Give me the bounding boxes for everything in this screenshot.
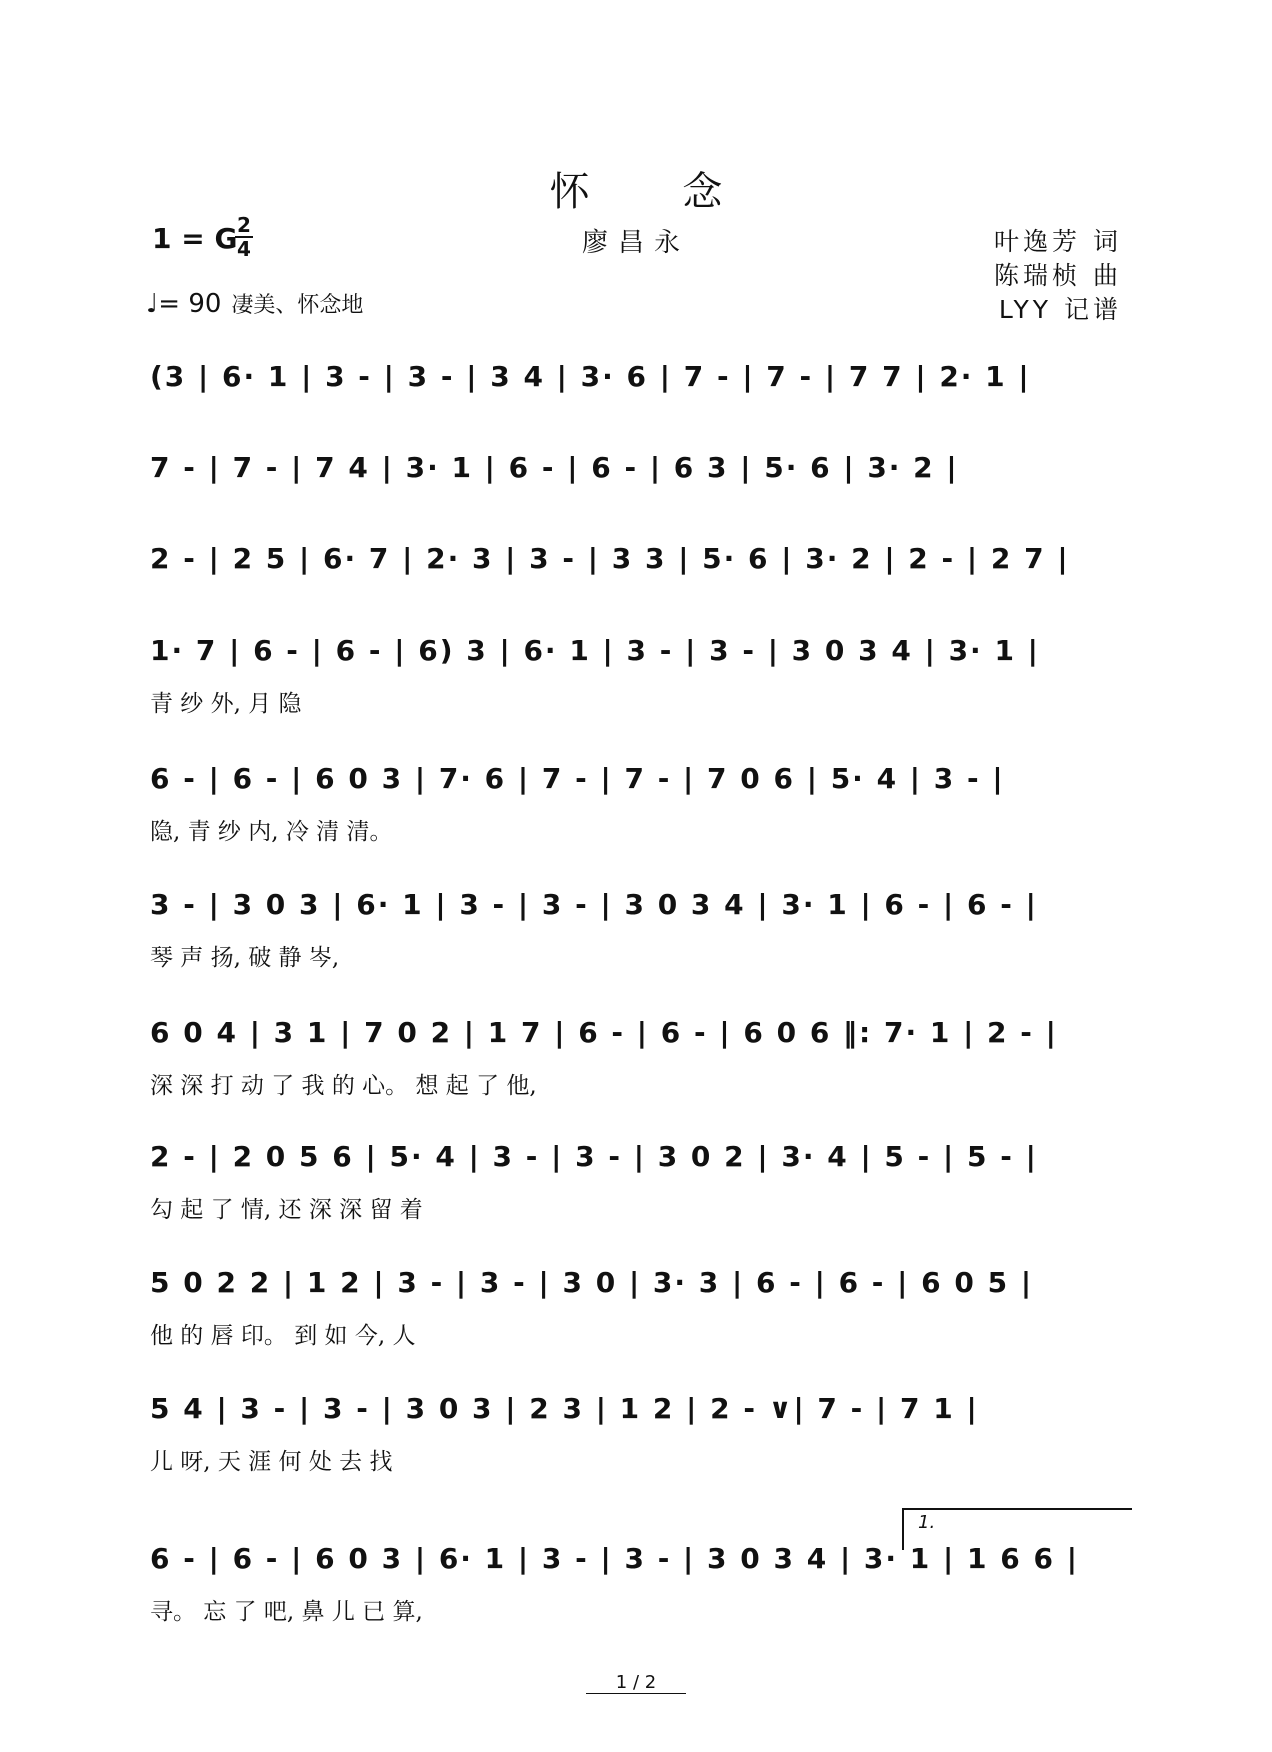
composer-credit: 陈瑞桢 曲 <box>994 261 1122 290</box>
staff-line-8 <box>150 1132 1130 1242</box>
lyrics-line: 寻。 忘 了 吧, 鼻 儿 已 算, <box>150 1599 423 1625</box>
page-number: 1 / 2 <box>586 1672 686 1694</box>
notes-line: 6 - | 6 - | 6 0 3 | 6· 1 | 3 - | 3 - | 3 0 3 4 | 3· 1 | 1 6 6 | <box>150 1542 1079 1575</box>
volta-label: 1. <box>918 1512 936 1533</box>
lyrics-line: 隐, 青 纱 内, 冷 清 清。 <box>150 819 393 845</box>
staff-line-4 <box>150 626 1130 736</box>
staff-line-9 <box>150 1258 1130 1368</box>
song-title: 怀 念 <box>549 169 763 215</box>
notes-line: 6 - | 6 - | 6 0 3 | 7· 6 | 7 - | 7 - | 7 0 6 | 5· 4 | 3 - | <box>150 762 1005 795</box>
time-signature-bottom: 4 <box>237 237 251 261</box>
lyrics-line: 勾 起 了 情, 还 深 深 留 着 <box>150 1197 423 1223</box>
staff-line-7 <box>150 1008 1130 1118</box>
tempo-marking <box>146 288 363 319</box>
tempo-value: ♩= 90 <box>146 289 222 319</box>
time-signature <box>234 214 254 260</box>
notes-line: (3 | 6· 1 | 3 - | 3 - | 3 4 | 3· 6 | 7 - | 7 - | 7 7 | 2· 1 | <box>150 360 1031 393</box>
staff-line-10 <box>150 1384 1130 1494</box>
singer-name: 廖昌永 <box>581 228 690 258</box>
transcriber-credit: LYY 记谱 <box>998 295 1122 324</box>
staff-line-11 <box>150 1534 1130 1644</box>
notes-line: 7 - | 7 - | 7 4 | 3· 1 | 6 - | 6 - | 6 3 | 5· 6 | 3· 2 | <box>150 451 959 484</box>
key-signature: 1 = G <box>152 222 238 255</box>
lyrics-line: 琴 声 扬, 破 静 岑, <box>150 945 340 971</box>
lyrics-line: 深 深 打 动 了 我 的 心。 想 起 了 他, <box>150 1073 537 1099</box>
notes-line: 2 - | 2 0 5 6 | 5· 4 | 3 - | 3 - | 3 0 2 | 3· 4 | 5 - | 5 - | <box>150 1140 1038 1173</box>
time-signature-top: 2 <box>237 213 251 237</box>
page-footer <box>0 1672 1272 1694</box>
notes-line: 3 - | 3 0 3 | 6· 1 | 3 - | 3 - | 3 0 3 4 | 3· 1 | 6 - | 6 - | <box>150 888 1038 921</box>
notes-line: 6 0 4 | 3 1 | 7 0 2 | 1 7 | 6 - | 6 - | 6 0 6 ‖: 7· 1 | 2 - | <box>150 1016 1058 1049</box>
expression-text: 凄美、怀念地 <box>231 293 364 318</box>
notes-line: 5 0 2 2 | 1 2 | 3 - | 3 - | 3 0 | 3· 3 | 6 - | 6 - | 6 0 5 | <box>150 1266 1034 1299</box>
notes-line: 2 - | 2 5 | 6· 7 | 2· 3 | 3 - | 3 3 | 5· 6 | 3· 2 | 2 - | 2 7 | <box>150 542 1070 575</box>
lyrics-line: 他 的 唇 印。 到 如 今, 人 <box>150 1323 416 1349</box>
staff-line-5 <box>150 754 1130 864</box>
notes-line: 5 4 | 3 - | 3 - | 3 0 3 | 2 3 | 1 2 | 2 - ∨| 7 - | 7 1 | <box>150 1392 979 1425</box>
lyricist-credit: 叶逸芳 词 <box>994 227 1122 256</box>
lyrics-line: 儿 呀, 天 涯 何 处 去 找 <box>150 1449 393 1475</box>
staff-line-6 <box>150 880 1130 990</box>
lyrics-line: 青 纱 外, 月 隐 <box>150 691 302 717</box>
notes-line: 1· 7 | 6 - | 6 - | 6) 3 | 6· 1 | 3 - | 3 - | 3 0 3 4 | 3· 1 | <box>150 634 1040 667</box>
